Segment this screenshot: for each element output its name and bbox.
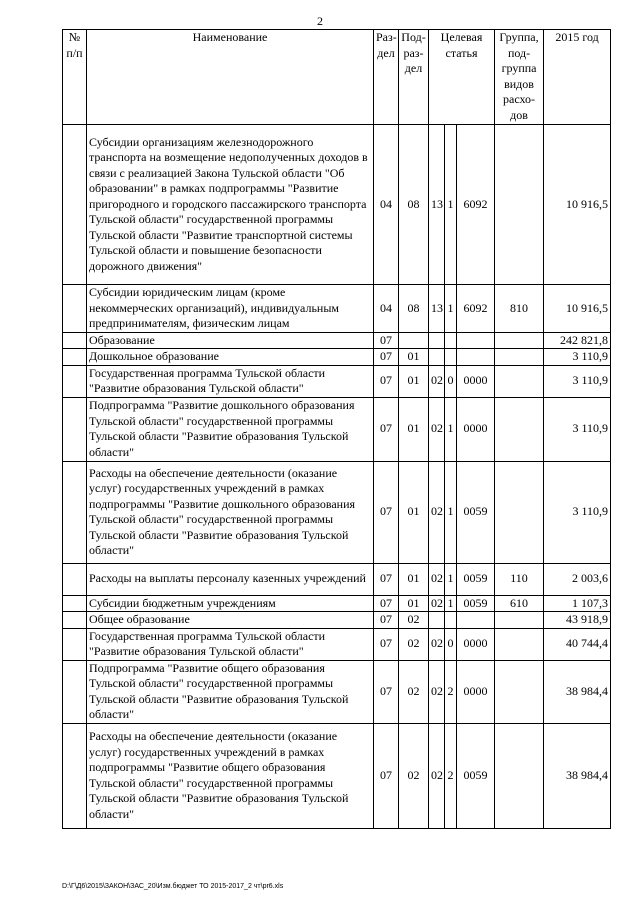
row-podrazdel-cell: 01 (399, 461, 429, 563)
row-name-cell: Государственная программа Тульской области "Развитие образования Тульской области" (87, 628, 374, 660)
row-name-cell: Дошкольное образование (87, 349, 374, 366)
row-name-cell: Государственная программа Тульской области "Развитие образования Тульской области" (87, 365, 374, 397)
row-target-part3-cell: 0059 (457, 461, 495, 563)
row-target-part1-cell: 02 (429, 563, 445, 595)
budget-table (62, 29, 611, 829)
row-target-part2-cell: 1 (445, 285, 457, 333)
row-group-cell (495, 397, 544, 461)
table-row (63, 595, 611, 612)
row-num-cell (63, 365, 87, 397)
row-target-part1-cell: 13 (429, 285, 445, 333)
row-target-part3-cell: 0059 (457, 595, 495, 612)
row-num-cell (63, 461, 87, 563)
row-razdel-cell: 07 (374, 723, 399, 828)
row-razdel-cell: 07 (374, 397, 399, 461)
row-amount-cell: 1 107,3 (544, 595, 611, 612)
row-name-cell: Подпрограмма "Развитие общего образования Тульской области" государственной программы Тульской области "Развитие образования Тульской области" (87, 660, 374, 723)
row-name-cell: Расходы на обеспечение деятельности (оказание услуг) государственных учреждений в рамках подпрограммы "Развитие дошкольного образования Тульской области" государственной программы Тульской области "Развитие образования Тульской области" (87, 461, 374, 563)
row-target-part1-cell: 02 (429, 723, 445, 828)
row-target-part3-cell: 0000 (457, 628, 495, 660)
row-target-part2-cell: 0 (445, 628, 457, 660)
row-target-part3-cell: 6092 (457, 285, 495, 333)
row-group-cell (495, 723, 544, 828)
table-row (63, 365, 611, 397)
row-podrazdel-cell: 01 (399, 563, 429, 595)
row-podrazdel-cell: 01 (399, 349, 429, 366)
row-podrazdel-cell (399, 332, 429, 349)
row-razdel-cell: 04 (374, 125, 399, 285)
row-razdel-cell: 07 (374, 461, 399, 563)
row-target-part1-cell (429, 612, 445, 629)
header-num: № п/п (63, 30, 87, 125)
row-group-cell (495, 628, 544, 660)
row-target-part1-cell: 02 (429, 397, 445, 461)
table-row (63, 612, 611, 629)
row-amount-cell: 3 110,9 (544, 365, 611, 397)
row-target-part2-cell (445, 332, 457, 349)
row-amount-cell: 10 916,5 (544, 285, 611, 333)
row-target-part1-cell: 02 (429, 660, 445, 723)
row-podrazdel-cell: 02 (399, 612, 429, 629)
row-podrazdel-cell: 02 (399, 723, 429, 828)
row-amount-cell: 3 110,9 (544, 349, 611, 366)
row-target-part1-cell (429, 349, 445, 366)
row-amount-cell: 3 110,9 (544, 461, 611, 563)
row-amount-cell: 40 744,4 (544, 628, 611, 660)
row-razdel-cell: 07 (374, 332, 399, 349)
row-num-cell (63, 332, 87, 349)
row-name-cell: Подпрограмма "Развитие дошкольного образования Тульской области" государственной программы Тульской области "Развитие образования Тульской области" (87, 397, 374, 461)
header-podrazdel: Под-раз-дел (399, 30, 429, 125)
row-group-cell: 810 (495, 285, 544, 333)
row-razdel-cell: 04 (374, 285, 399, 333)
row-num-cell (63, 125, 87, 285)
row-group-cell (495, 660, 544, 723)
table-row (63, 461, 611, 563)
table-row (63, 349, 611, 366)
row-num-cell (63, 628, 87, 660)
table-header-row (63, 30, 611, 125)
table-row (63, 563, 611, 595)
row-num-cell (63, 349, 87, 366)
row-podrazdel-cell: 02 (399, 628, 429, 660)
row-amount-cell: 38 984,4 (544, 723, 611, 828)
row-group-cell (495, 365, 544, 397)
row-amount-cell: 43 918,9 (544, 612, 611, 629)
table-row (63, 125, 611, 285)
row-podrazdel-cell: 01 (399, 595, 429, 612)
row-target-part1-cell: 02 (429, 365, 445, 397)
row-target-part3-cell: 0059 (457, 563, 495, 595)
row-target-part1-cell: 02 (429, 595, 445, 612)
header-name: Наименование (87, 30, 374, 125)
row-razdel-cell: 07 (374, 349, 399, 366)
row-name-cell: Расходы на обеспечение деятельности (оказание услуг) государственных учреждений в рамках подпрограммы "Развитие общего образования Тульской области" государственной программы Тульской области "Развитие образования Тульской области" (87, 723, 374, 828)
row-razdel-cell: 07 (374, 612, 399, 629)
header-expense-group: Группа, под-группа видов расхо-дов (495, 30, 544, 125)
row-target-part3-cell: 0000 (457, 397, 495, 461)
table-row (63, 285, 611, 333)
header-year: 2015 год (544, 30, 611, 125)
row-target-part2-cell (445, 612, 457, 629)
row-group-cell (495, 332, 544, 349)
row-amount-cell: 242 821,8 (544, 332, 611, 349)
header-target-article: Целевая статья (429, 30, 495, 125)
table-row (63, 332, 611, 349)
table-row (63, 723, 611, 828)
row-name-cell: Расходы на выплаты персоналу казенных учреждений (87, 563, 374, 595)
row-target-part3-cell: 0059 (457, 723, 495, 828)
header-razdel: Раз-дел (374, 30, 399, 125)
row-num-cell (63, 397, 87, 461)
row-target-part3-cell (457, 349, 495, 366)
row-target-part3-cell: 6092 (457, 125, 495, 285)
row-num-cell (63, 660, 87, 723)
file-path-footer: D:\Г\Д6\2015\ЗАКОН\ЗАС_20\Изм.бюджет ТО 2015-2017_2 чт\pr6.xls (62, 883, 284, 890)
table-row (63, 628, 611, 660)
row-group-cell (495, 349, 544, 366)
table-row (63, 397, 611, 461)
row-group-cell (495, 461, 544, 563)
row-razdel-cell: 07 (374, 628, 399, 660)
row-razdel-cell: 07 (374, 365, 399, 397)
table-row (63, 660, 611, 723)
row-target-part3-cell: 0000 (457, 660, 495, 723)
row-target-part2-cell: 2 (445, 660, 457, 723)
row-amount-cell: 2 003,6 (544, 563, 611, 595)
row-podrazdel-cell: 08 (399, 125, 429, 285)
row-group-cell (495, 612, 544, 629)
row-group-cell: 110 (495, 563, 544, 595)
row-podrazdel-cell: 01 (399, 397, 429, 461)
row-target-part1-cell: 02 (429, 628, 445, 660)
row-group-cell (495, 125, 544, 285)
row-podrazdel-cell: 08 (399, 285, 429, 333)
row-target-part2-cell: 1 (445, 595, 457, 612)
row-num-cell (63, 723, 87, 828)
row-target-part3-cell: 0000 (457, 365, 495, 397)
row-group-cell: 610 (495, 595, 544, 612)
row-num-cell (63, 285, 87, 333)
row-num-cell (63, 595, 87, 612)
row-amount-cell: 3 110,9 (544, 397, 611, 461)
row-num-cell (63, 612, 87, 629)
row-name-cell: Субсидии бюджетным учреждениям (87, 595, 374, 612)
row-podrazdel-cell: 01 (399, 365, 429, 397)
row-name-cell: Образование (87, 332, 374, 349)
row-name-cell: Субсидии организациям железнодорожного транспорта на возмещение недополученных доходов в связи с реализацией Закона Тульской области "Об образовании" в рамках подпрограммы "Развитие пригородного и городского пассажирского транспорта Тульской области" государственной программы Тульской области "Развитие транспортной системы Тульской области и повышение безопасности дорожного движения" (87, 125, 374, 285)
row-razdel-cell: 07 (374, 660, 399, 723)
row-podrazdel-cell: 02 (399, 660, 429, 723)
row-target-part1-cell: 13 (429, 125, 445, 285)
page-number: 2 (317, 14, 323, 28)
row-razdel-cell: 07 (374, 563, 399, 595)
row-target-part2-cell: 0 (445, 365, 457, 397)
row-target-part2-cell: 1 (445, 461, 457, 563)
row-name-cell: Субсидии юридическим лицам (кроме некоммерческих организаций), индивидуальным предпринимателям, физическим лицам (87, 285, 374, 333)
row-target-part3-cell (457, 612, 495, 629)
row-target-part1-cell (429, 332, 445, 349)
row-target-part3-cell (457, 332, 495, 349)
row-target-part2-cell: 1 (445, 125, 457, 285)
row-target-part2-cell: 2 (445, 723, 457, 828)
row-num-cell (63, 563, 87, 595)
row-amount-cell: 10 916,5 (544, 125, 611, 285)
row-target-part2-cell (445, 349, 457, 366)
row-target-part1-cell: 02 (429, 461, 445, 563)
row-name-cell: Общее образование (87, 612, 374, 629)
row-target-part2-cell: 1 (445, 397, 457, 461)
row-razdel-cell: 07 (374, 595, 399, 612)
row-amount-cell: 38 984,4 (544, 660, 611, 723)
row-target-part2-cell: 1 (445, 563, 457, 595)
